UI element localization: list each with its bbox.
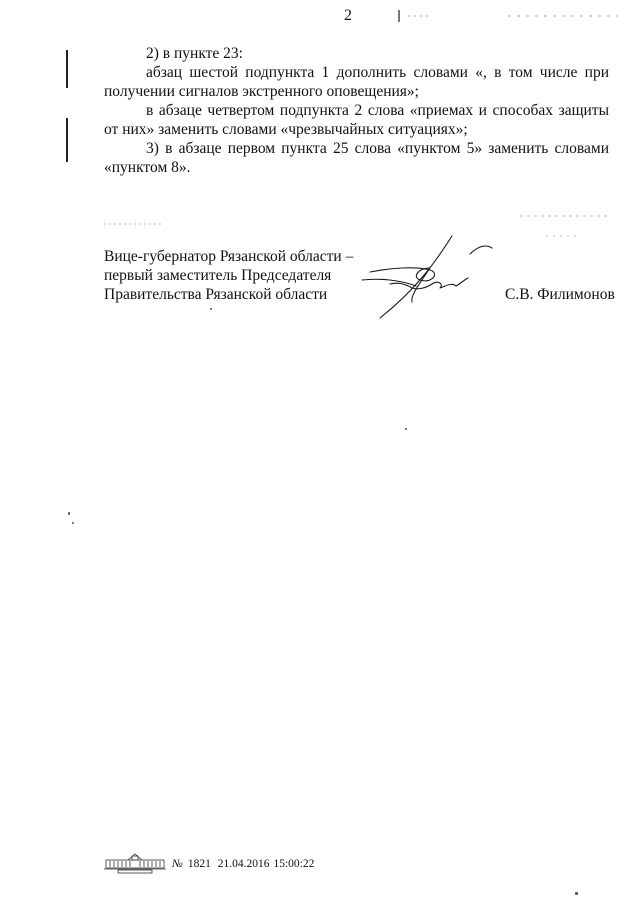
signer-title-line: Правительства Рязанской области: [104, 286, 328, 303]
body-paragraph: 2) в пункте 23:: [146, 45, 243, 62]
document-body: [104, 44, 609, 177]
signer-title-line: первый заместитель Председателя: [104, 267, 332, 284]
scan-margin-bar: [66, 50, 68, 88]
signer-title-line: Вице-губернатор Рязанской области –: [104, 248, 354, 265]
registration-stamp: [172, 857, 318, 871]
page-number: 2: [344, 7, 352, 24]
scan-speck: [68, 512, 70, 515]
registration-date: 21.04.2016: [217, 858, 270, 870]
scan-speck: [405, 428, 407, 430]
scan-speck: [575, 892, 578, 895]
scan-marks-right: [520, 210, 610, 240]
scan-marks-top: [398, 10, 618, 22]
body-paragraph: 3) в абзаце первом пункта 25 слова «пунктом 5» заменить словами «пунктом 8».: [104, 140, 609, 176]
signer-title: [104, 247, 353, 304]
scan-margin-bar: [66, 118, 68, 162]
scan-speck: [210, 308, 212, 310]
scan-speck: [72, 522, 74, 524]
body-paragraph: в абзаце четвертом подпункта 2 слова «приемах и способах защиты от них» заменить словами «чрезвычайных ситуациях»;: [104, 102, 609, 138]
handwritten-signature: [360, 228, 500, 324]
signer-name: С.В. Филимонов: [505, 286, 615, 303]
registration-mark: №: [172, 858, 183, 870]
government-building-icon: [104, 850, 166, 874]
body-paragraph: абзац шестой подпункта 1 дополнить словами «, в том числе при получении сигналов экстренного оповещения»;: [104, 64, 609, 100]
registration-number: 1821: [187, 858, 211, 870]
scan-marks-left: [104, 218, 164, 230]
registration-time: 15:00:22: [273, 858, 315, 870]
